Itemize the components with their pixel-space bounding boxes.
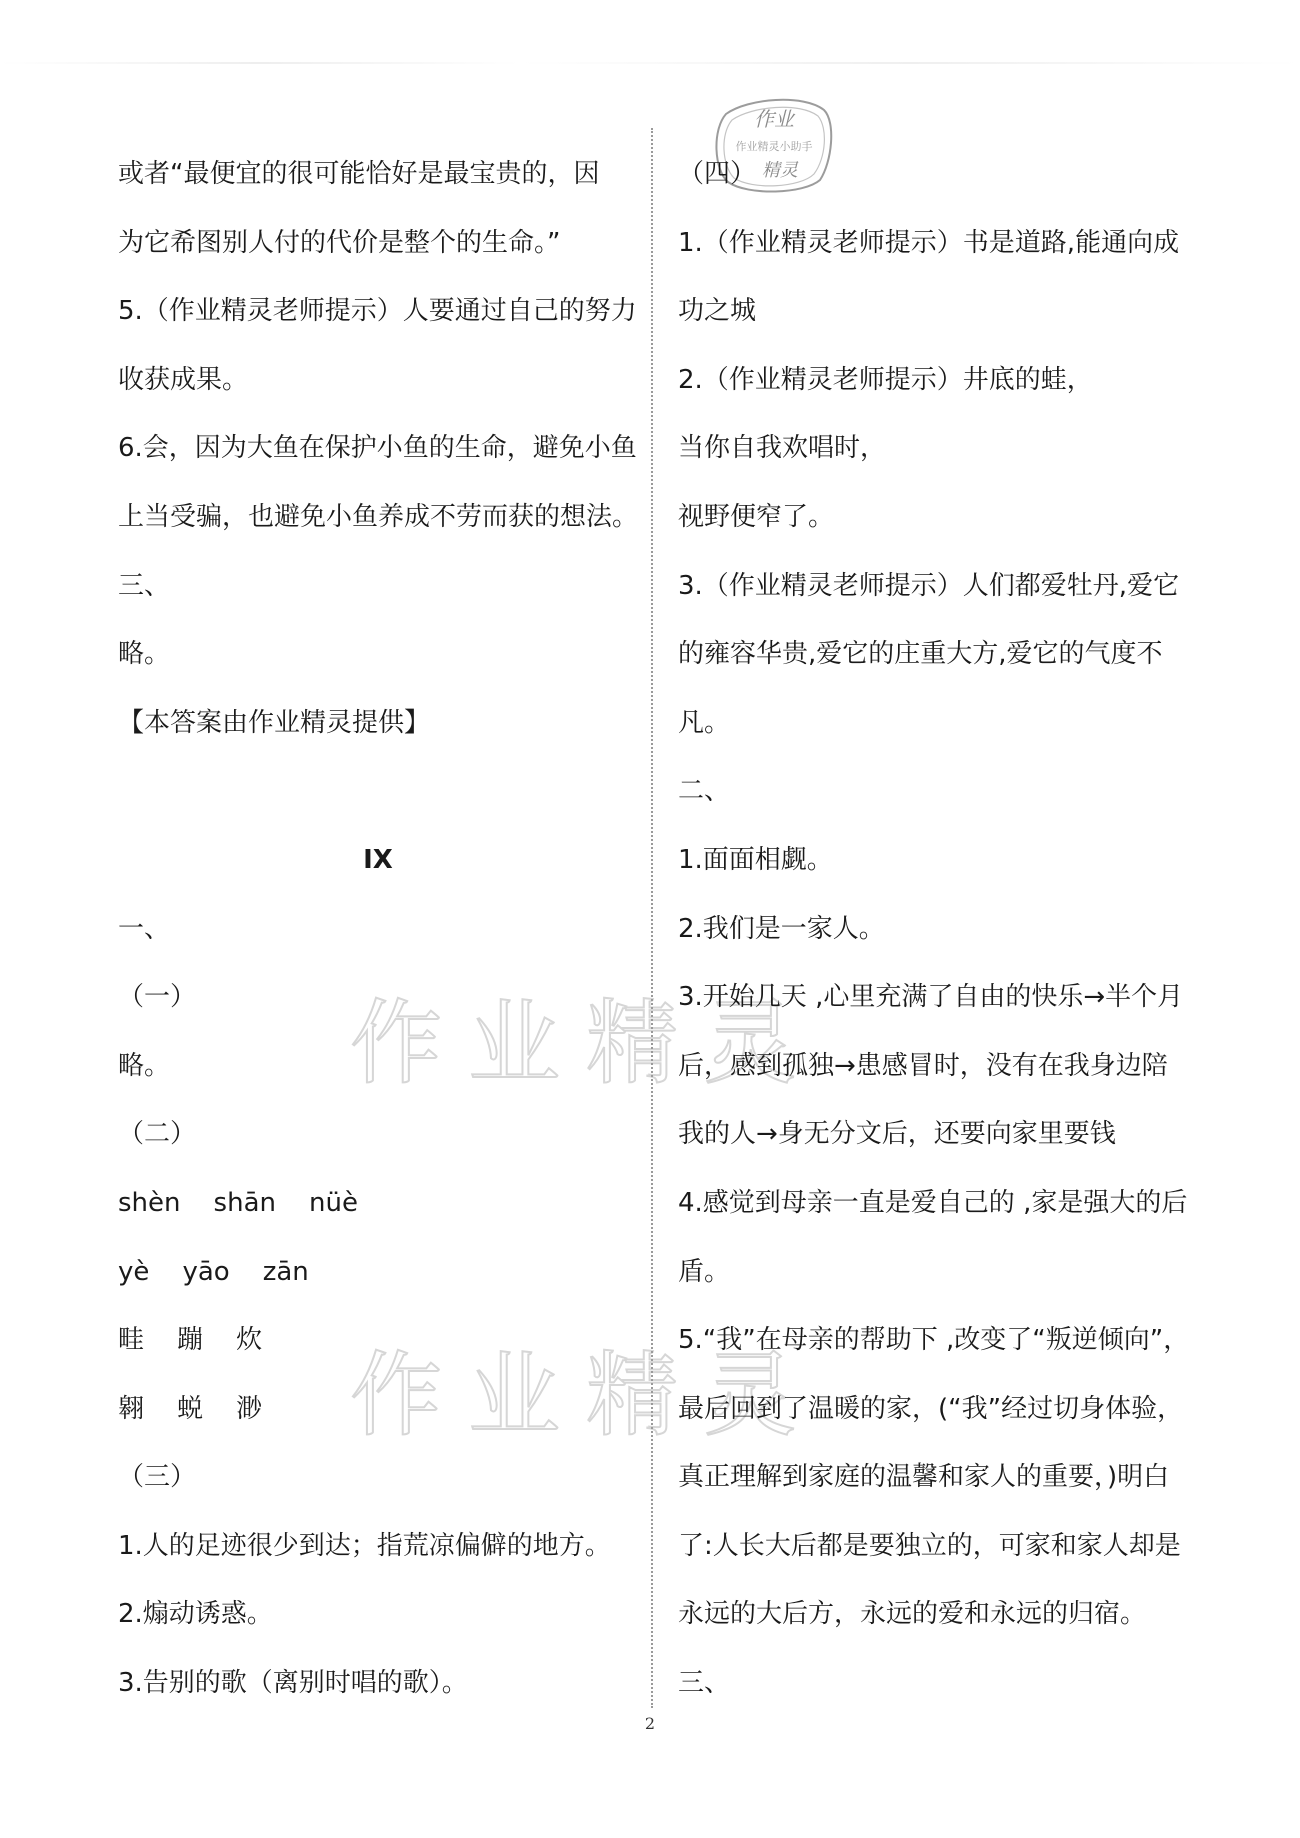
right-column [678, 140, 1198, 1718]
text-line: 略。 [118, 639, 171, 670]
text-line: 6.会，因为大鱼在保护小鱼的生命，避免小鱼 [118, 433, 637, 464]
text-line: 3.告别的歌（离别时唱的歌）。 [118, 1668, 468, 1699]
text-line: 上当受骗，也避免小鱼养成不劳而获的想法。 [118, 501, 639, 532]
text-line: 凡。 [678, 707, 731, 738]
text-line: 2.（作业精灵老师提示）井底的蛙， [678, 364, 1093, 395]
text-line: 收获成果。 [118, 364, 249, 395]
section-heading: 三、 [678, 1668, 731, 1699]
watermark: 作业精灵 [350, 1342, 823, 1449]
left-column [118, 140, 638, 1718]
pinyin-line: yè yāo zān [118, 1256, 309, 1287]
text-line: 5.（作业精灵老师提示）人要通过自己的努力 [118, 296, 637, 327]
text-line: 5.“我”在母亲的帮助下 ,改变了“叛逆倾向”， [678, 1325, 1190, 1356]
stamp-middle-text: 作业精灵小助手 [735, 140, 813, 153]
character-line: 翱 蜕 渺 [118, 1393, 263, 1424]
section-heading: 一、 [118, 913, 171, 944]
text-line: 盾。 [678, 1256, 731, 1287]
text-line: 了:人长大后都是要独立的，可家和家人却是 [678, 1530, 1181, 1561]
text-line: 略。 [118, 1050, 171, 1081]
text-line: 2.煽动诱惑。 [118, 1599, 273, 1630]
text-line: 为它希图别人付的代价是整个的生命。” [118, 227, 561, 258]
page-number: 2 [644, 1714, 656, 1733]
subsection-heading: （三） [118, 1462, 197, 1493]
scan-artifact [0, 62, 1300, 64]
stamp-top-text: 作业 [754, 107, 794, 131]
stamp-bottom-text: 精灵 [762, 160, 798, 181]
text-line: 或者“最便宜的很可能恰好是最宝贵的，因 [118, 159, 600, 189]
text-line: 1.面面相觑。 [678, 844, 833, 875]
watermark: 作业精灵 [350, 990, 823, 1097]
column-divider [651, 128, 653, 1708]
text-line: 3.开始几天 ,心里充满了自由的快乐→半个月 [678, 982, 1184, 1013]
text-line: 后，感到孤独→患感冒时，没有在我身边陪 [678, 1050, 1168, 1081]
section-heading: 三、 [118, 570, 171, 601]
text-line: 1.人的足迹很少到达；指荒凉偏僻的地方。 [118, 1530, 611, 1561]
text-line: 的雍容华贵,爱它的庄重大方,爱它的气度不 [678, 639, 1163, 670]
text-line: 真正理解到家庭的温馨和家人的重要，)明白 [678, 1462, 1170, 1493]
character-line: 畦 蹦 炊 [118, 1325, 263, 1356]
text-line: 视野便窄了。 [678, 501, 835, 532]
subsection-heading: （二） [118, 1119, 197, 1150]
section-heading: 二、 [678, 776, 731, 807]
subsection-heading: （一） [118, 982, 197, 1013]
subsection-heading: （四） [678, 159, 757, 189]
text-line: 我的人→身无分文后，还要向家里要钱 [678, 1119, 1116, 1150]
unit-title: IX [363, 844, 393, 875]
text-line: 2.我们是一家人。 [678, 913, 885, 944]
text-line: 功之城 [678, 296, 757, 327]
text-line: 1.（作业精灵老师提示）书是道路,能通向成 [678, 227, 1180, 258]
text-line: 3.（作业精灵老师提示）人们都爱牡丹,爱它 [678, 570, 1180, 601]
text-line: 永远的大后方，永远的爱和永远的归宿。 [678, 1599, 1147, 1630]
text-line: 当你自我欢唱时， [678, 433, 887, 464]
text-line: 最后回到了温暖的家，(“我”经过切身体验， [678, 1393, 1184, 1424]
pinyin-line: shèn shān nüè [118, 1187, 359, 1218]
answer-source-note: 【本答案由作业精灵提供】 [118, 707, 431, 738]
text-line: 4.感觉到母亲一直是爱自己的 ,家是强大的后 [678, 1187, 1188, 1218]
blank-line [118, 757, 638, 826]
